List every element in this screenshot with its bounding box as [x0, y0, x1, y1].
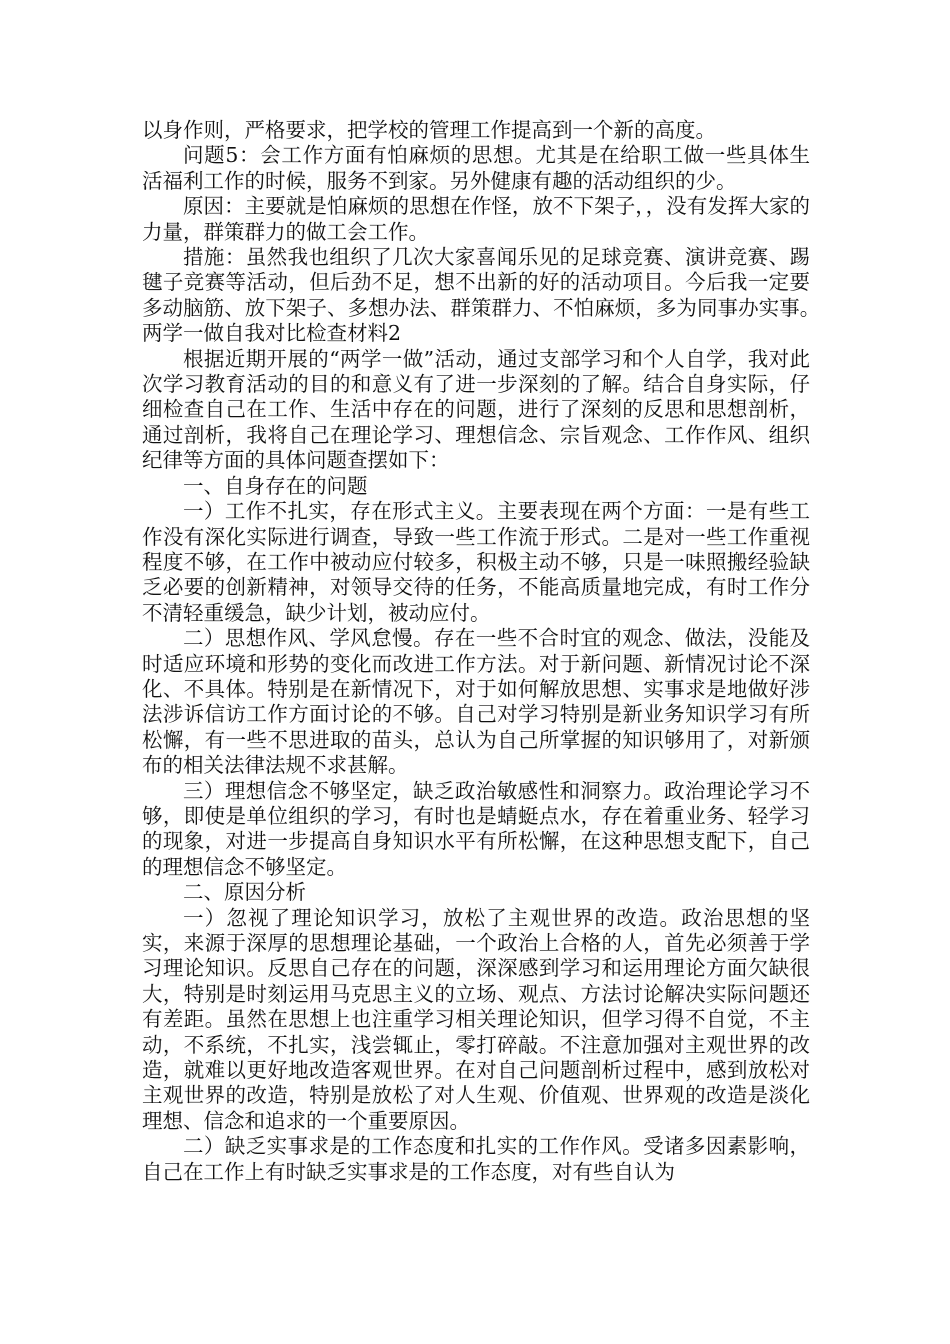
paragraph-2: 问题5：会工作方面有怕麻烦的思想。尤其是在给职工做一些具体生活福利工作的时候，服务不到家。另外健康有趣的活动组织的少。 — [142, 143, 810, 193]
section-heading-1: 一、自身存在的问题 — [183, 473, 368, 498]
paragraph-4: 措施：虽然我也组织了几次大家喜闻乐见的足球竞赛、演讲竞赛、踢毽子竞赛等活动，但后劲不足，想不出新的好的活动项目。今后我一定要多动脑筋、放下架子、多想办法、群策群力、不怕麻烦，多为同事办实事。 两学一做自我对比检查材料2 — [142, 245, 851, 346]
paragraph-7: 一）工作不扎实，存在形式主义。主要表现在两个方面：一是有些工作没有深化实际进行调查，导致一些工作流于形式。二是对一些工作重视程度不够，在工作中被动应付较多，积极主动不够，只是一味照搬经验缺乏必要的创新精神，对领导交待的任务，不能高质量地完成，有时工作分不清轻重缓急，缺少计划，被动应付。 — [142, 499, 810, 625]
section-heading-2: 二、原因分析 — [183, 880, 306, 905]
paragraph-3: 原因：主要就是怕麻烦的思想在作怪，放不下架子，，没有发挥大家的力量，群策群力的做工会工作。 — [142, 194, 810, 244]
document-page — [142, 118, 851, 1185]
paragraph-8: 二）思想作风、学风怠慢。存在一些不合时宜的观念、做法，没能及时适应环境和形势的变化而改进工作方法。对于新问题、新情况讨论不深化、不具体。特别是在新情况下，对于如何解放思想、实事求是地做好涉法涉诉信访工作方面讨论的不够。自己对学习特别是新业务知识学习有所松懈，有一些不思进取的苗头，总认为自己所掌握的知识够用了，对新颁布的相关法律法规不求甚解。 — [142, 626, 810, 778]
paragraph-5: 根据近期开展的“两学一做”活动，通过支部学习和个人自学，我对此次学习教育活动的目的和意义有了进一步深刻的了解。结合自身实际，仔细检查自己在工作、生活中存在的问题，进行了深刻的反思和思想剖析，通过剖析，我将自己在理论学习、理想信念、宗旨观念、工作作风、组织纪律等方面的具体问题查摆如下： — [142, 346, 810, 473]
paragraph-12: 二）缺乏实事求是的工作态度和扎实的工作作风。受诸多因素影响，自己在工作上有时缺乏实事求是的工作态度，对有些自认为 — [142, 1134, 810, 1184]
paragraph-1: 以身作则，严格要求，把学校的管理工作提高到一个新的高度。 — [142, 118, 716, 142]
paragraph-9: 三）理想信念不够坚定，缺乏政治敏感性和洞察力。政治理论学习不够，即使是单位组织的学习，有时也是蜻蜓点水，存在着重业务、轻学习的现象，对进一步提高自身知识水平有所松懈，在这种思想支配下，自己的理想信念不够坚定。 — [142, 778, 810, 879]
paragraph-11: 一）忽视了理论知识学习，放松了主观世界的改造。政治思想的坚实，来源于深厚的思想理论基础，一个政治上合格的人，首先必须善于学习理论知识。反思自己存在的问题，深深感到学习和运用理论方面欠缺很大，特别是时刻运用马克思主义的立场、观点、方法讨论解决实际问题还有差距。虽然在思想上也注重学习相关理论知识，但学习得不自觉，不主动，不系统，不扎实，浅尝辄止，零打碎敲。不注意加强对主观世界的改造，就难以更好地改造客观世界。在对自己问题剖析过程中，感到放松对主观世界的改造，特别是放松了对人生观、价值观、世界观的改造是淡化理想、信念和追求的一个重要原因。 — [142, 905, 810, 1133]
